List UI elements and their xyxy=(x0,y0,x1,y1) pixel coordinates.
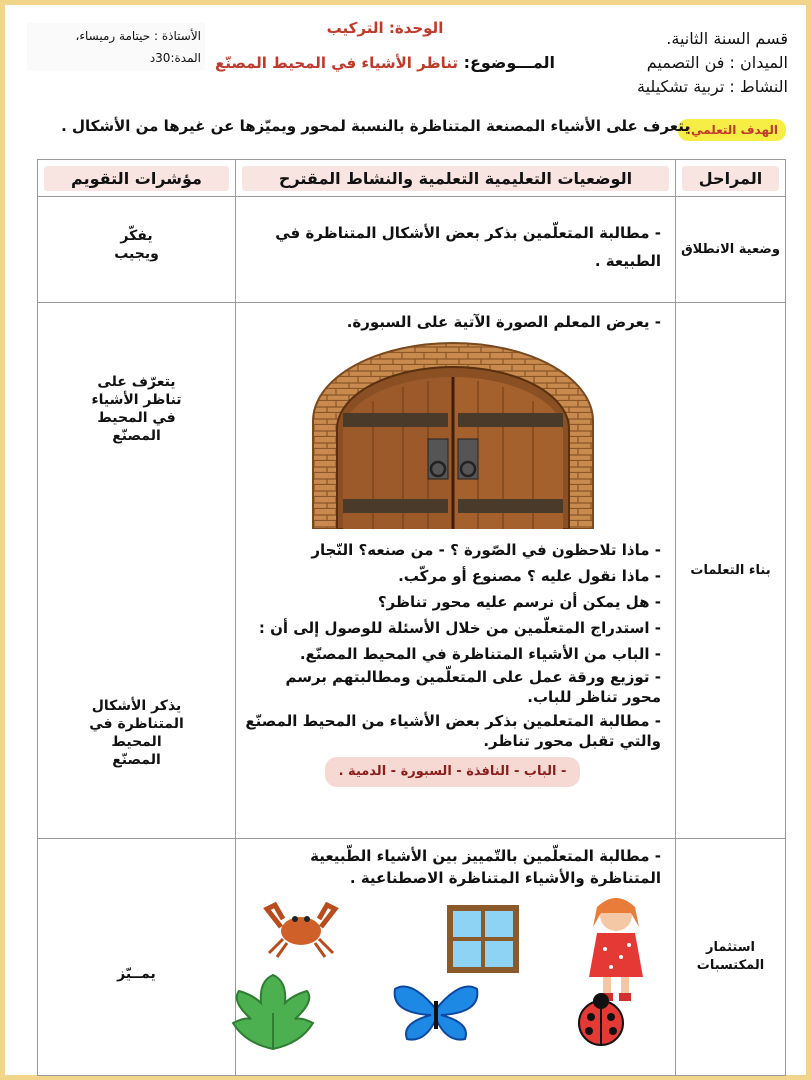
grade-text: قسم السنة الثانية. xyxy=(666,29,788,48)
header-evaluation: مؤشرات التقويم xyxy=(38,160,236,197)
eval-cell: يتعرّف على تناظر الأشياء في المحيط المصنّع يذكر الأشكال المتناظرة في المحيط المصنّع xyxy=(38,303,236,839)
butterfly-image xyxy=(391,979,481,1045)
crab-image xyxy=(261,897,341,959)
lesson-title xyxy=(205,19,565,72)
examples-pill: - الباب - النافذة - السبورة - الدمية . xyxy=(325,757,581,787)
field-text: الميدان : فن التصميم xyxy=(646,53,788,72)
phase-cell: وضعية الانطلاق xyxy=(676,197,786,303)
table-row xyxy=(38,197,786,303)
wooden-door-image xyxy=(303,341,603,529)
lesson-table xyxy=(37,159,786,1076)
teacher-info xyxy=(27,23,205,71)
window-image xyxy=(445,903,521,975)
ladybug-image xyxy=(571,989,631,1049)
table-row xyxy=(38,839,786,1076)
table-row xyxy=(38,303,786,839)
eval-cell: يفكّر ويجيب xyxy=(38,197,236,303)
leaf-image xyxy=(225,973,321,1051)
table-header-row xyxy=(38,160,786,197)
teacher-name: الأستاذة : حيتامة رميساء، xyxy=(75,29,201,43)
doll-image xyxy=(581,893,651,1003)
unit-title: الوحدة: التركيب xyxy=(326,19,444,37)
phase-cell: بناء التعلمات xyxy=(676,303,786,839)
content-cell: - يعرض المعلم الصورة الآتية على السبورة. - ماذا تلاحظون في الصّورة ؟ - من صنعه؟ النّجار - ماذا نقول عليه ؟ مصنوع أو مركّب. - هل يمكن أن نرسم عليه محور تناظر؟ - استدراج المتعلّمين من خلال الأسئلة للوصول إلى أن : - الباب من الأشياء المتناظرة في المحيط المصنّع. - توزيع ورقة عمل على المتعلّمين ومطالبتهم برسم محور تناظر للباب. - مطالبة المتعلمين بذكر بعض الأشياء من المحيط المصنّع والتي تقبل محور تناظر. - الباب - النافذة - السبورة - الدمية . xyxy=(236,303,676,839)
eval-cell: يمــيّز xyxy=(38,839,236,1076)
learning-goal xyxy=(29,113,786,159)
activity-text: النشاط : تربية تشكيلية xyxy=(637,77,788,96)
goal-badge: الهدف التعلمي: xyxy=(678,119,786,141)
header-phases: المراحل xyxy=(676,160,786,197)
phase-cell: استثمار المكتسبات xyxy=(676,839,786,1076)
class-info xyxy=(598,27,788,99)
goal-text: يتعرف على الأشياء المصنعة المتناظرة بالنسبة لمحور ويميّزها عن غيرها من الأشكال . xyxy=(61,117,690,135)
symmetry-images xyxy=(244,889,661,1075)
content-cell: - مطالبة المتعلّمين بالتّمييز بين الأشياء الطّبيعية المتناظرة والأشياء المتناظرة الاصطناعية . xyxy=(236,839,676,1076)
header-activities: الوضعيات التعليمية التعلمية والنشاط المقترح xyxy=(236,160,676,197)
topic-title: المـــوضوع: تناظر الأشياء في المحيط المصنّع xyxy=(214,53,556,72)
content-cell: - مطالبة المتعلّمين بذكر بعض الأشكال المتناظرة في الطبيعة . xyxy=(236,197,676,303)
duration-text: المدة:30د xyxy=(149,51,201,65)
